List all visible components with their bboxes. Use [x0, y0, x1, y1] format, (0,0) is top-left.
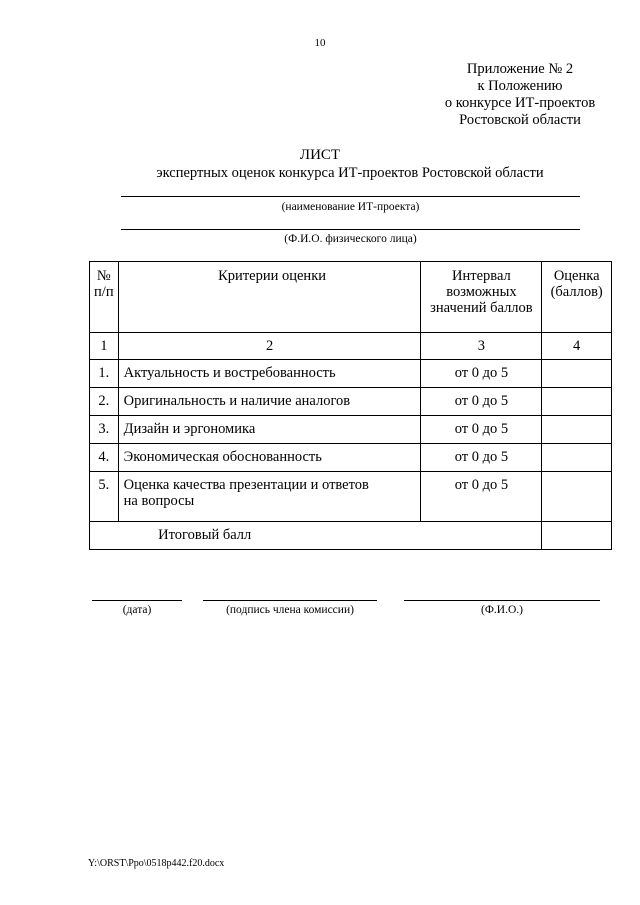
score-cell[interactable] — [542, 416, 612, 444]
appendix-line-3: о конкурсе ИТ-проектов — [444, 95, 596, 111]
header-num — [90, 262, 119, 333]
score-cell[interactable] — [542, 388, 612, 416]
row-number: 5. — [90, 472, 119, 522]
appendix-line-4: Ростовской области — [459, 112, 581, 128]
criterion-cell: Актуальность и востребованность — [118, 360, 421, 388]
row-number: 3. — [90, 416, 119, 444]
interval-cell: от 0 до 5 — [421, 360, 542, 388]
header-score-line1: Оценка — [553, 268, 600, 284]
interval-cell: от 0 до 5 — [421, 388, 542, 416]
row-number: 1. — [90, 360, 119, 388]
person-name-line — [121, 229, 580, 230]
score-cell[interactable] — [542, 472, 612, 522]
column-number: 1 — [90, 333, 119, 360]
criterion-line1: Оценка качества презентации и ответов — [123, 477, 369, 493]
criterion-cell: Экономическая обоснованность — [118, 444, 421, 472]
column-number: 2 — [118, 333, 421, 360]
header-num-line2: п/п — [94, 284, 114, 300]
sheet-subtitle: экспертных оценок конкурса ИТ-проектов Ростовской области — [156, 165, 544, 181]
page-number: 10 — [314, 37, 326, 49]
total-label: Итоговый балл — [118, 522, 542, 550]
appendix-note — [430, 61, 610, 129]
criterion-line2: на вопросы — [123, 493, 195, 509]
criterion-cell: Дизайн и эргономика — [118, 416, 421, 444]
column-number: 4 — [542, 333, 612, 360]
total-spacer — [90, 522, 119, 550]
criterion-cell — [118, 472, 421, 522]
column-number-row — [90, 333, 612, 360]
score-cell[interactable] — [542, 360, 612, 388]
appendix-line-2: к Положению — [477, 78, 563, 94]
person-name-caption: (Ф.И.О. физического лица) — [284, 233, 417, 245]
criterion-cell: Оригинальность и наличие аналогов — [118, 388, 421, 416]
header-score — [542, 262, 612, 333]
date-caption: (дата) — [122, 604, 152, 616]
header-interval-line3: значений баллов — [430, 300, 533, 316]
project-name-line — [121, 196, 580, 197]
name-line — [404, 600, 600, 601]
interval-cell: от 0 до 5 — [421, 416, 542, 444]
sheet-title: ЛИСТ — [299, 147, 341, 163]
name-caption: (Ф.И.О.) — [481, 604, 523, 616]
file-path-footer: Y:\ORST\Ppo\0518p442.f20.docx — [88, 858, 225, 869]
header-num-line1: № — [96, 268, 111, 284]
appendix-line-1: Приложение № 2 — [466, 61, 574, 77]
header-criteria: Критерии оценки — [118, 262, 421, 333]
table-row — [90, 472, 612, 522]
table-header-row — [90, 262, 612, 333]
evaluation-table — [89, 261, 612, 550]
table-row — [90, 360, 612, 388]
row-number: 4. — [90, 444, 119, 472]
table-row — [90, 416, 612, 444]
project-name-caption: (наименование ИТ-проекта) — [281, 201, 420, 213]
date-line — [92, 600, 182, 601]
table-row — [90, 444, 612, 472]
table-row — [90, 388, 612, 416]
signature-line — [203, 600, 377, 601]
signature-caption: (подпись члена комиссии) — [226, 604, 354, 616]
header-interval — [421, 262, 542, 333]
interval-cell: от 0 до 5 — [421, 444, 542, 472]
score-cell[interactable] — [542, 444, 612, 472]
header-score-line2: (баллов) — [550, 284, 603, 300]
row-number: 2. — [90, 388, 119, 416]
total-row — [90, 522, 612, 550]
column-number: 3 — [421, 333, 542, 360]
total-score-cell[interactable] — [542, 522, 612, 550]
header-interval-line1: Интервал — [452, 268, 511, 284]
header-interval-line2: возможных — [446, 284, 517, 300]
interval-cell: от 0 до 5 — [421, 472, 542, 522]
